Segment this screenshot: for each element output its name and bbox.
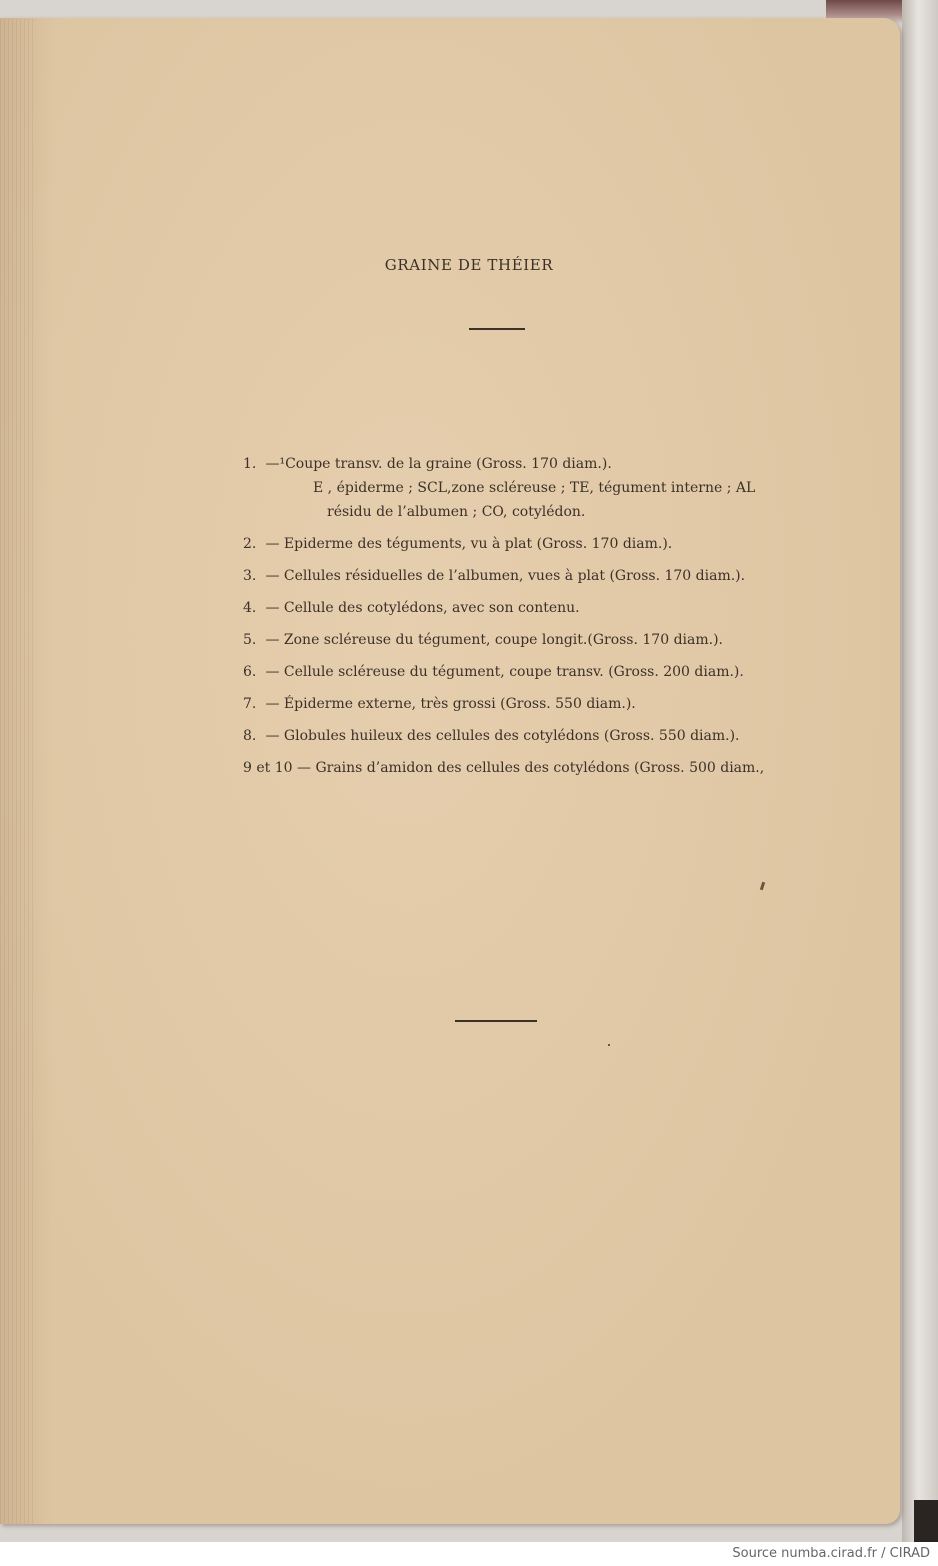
caption-number: 3.: [243, 568, 257, 584]
caption-9-10: [243, 758, 764, 778]
caption-8: [243, 726, 740, 746]
caption-1-continuation: [313, 478, 755, 498]
caption-number: 2.: [243, 536, 257, 552]
caption-number: 9 et 10: [243, 760, 293, 776]
caption-1: [243, 454, 612, 474]
caption-text: — Globules huileux des cellules des cotylédons (Gross. 550 diam.).: [265, 728, 740, 744]
caption-number: 4.: [243, 600, 257, 616]
caption-text: — Cellule scléreuse du tégument, coupe transv. (Gross. 200 diam.).: [265, 664, 744, 680]
caption-text: — Cellule des cotylédons, avec son contenu.: [265, 600, 580, 616]
page-title: GRAINE DE THÉIER: [384, 256, 554, 274]
caption-text: — Grains d’amidon des cellules des cotylédons (Gross. 500 diam.,: [297, 760, 765, 776]
caption-text: résidu de l’albumen ; CO, cotylédon.: [327, 504, 586, 520]
caption-7: [243, 694, 636, 714]
book-edge: [902, 0, 938, 1542]
caption-1-continuation: [327, 502, 585, 522]
caption-text: — Zone scléreuse du tégument, coupe longit.(Gross. 170 diam.).: [265, 632, 723, 648]
caption-6: [243, 662, 744, 682]
caption-4: [243, 598, 580, 618]
caption-text: — Épiderme externe, très grossi (Gross. 550 diam.).: [265, 696, 636, 712]
ink-speck: [608, 1044, 610, 1046]
book-spine: [914, 1500, 938, 1542]
title-rule: [469, 328, 525, 330]
caption-number: 7.: [243, 696, 257, 712]
page-stack-edge: [0, 18, 36, 1524]
caption-number: 5.: [243, 632, 257, 648]
caption-2: [243, 534, 672, 554]
source-credit: Source numba.cirad.fr / CIRAD: [732, 1546, 930, 1561]
caption-number: 8.: [243, 728, 257, 744]
caption-number: 6.: [243, 664, 257, 680]
caption-text: — Cellules résiduelles de l’albumen, vues à plat (Gross. 170 diam.).: [265, 568, 746, 584]
caption-text: E , épiderme ; SCL,zone scléreuse ; TE, tégument interne ; AL: [313, 480, 756, 496]
caption-number: 1.: [243, 456, 257, 472]
caption-text: — Epiderme des téguments, vu à plat (Gross. 170 diam.).: [265, 536, 673, 552]
caption-3: [243, 566, 745, 586]
caption-5: [243, 630, 723, 650]
closing-rule: [455, 1020, 537, 1022]
caption-text: —¹Coupe transv. de la graine (Gross. 170 diam.).: [265, 456, 612, 472]
